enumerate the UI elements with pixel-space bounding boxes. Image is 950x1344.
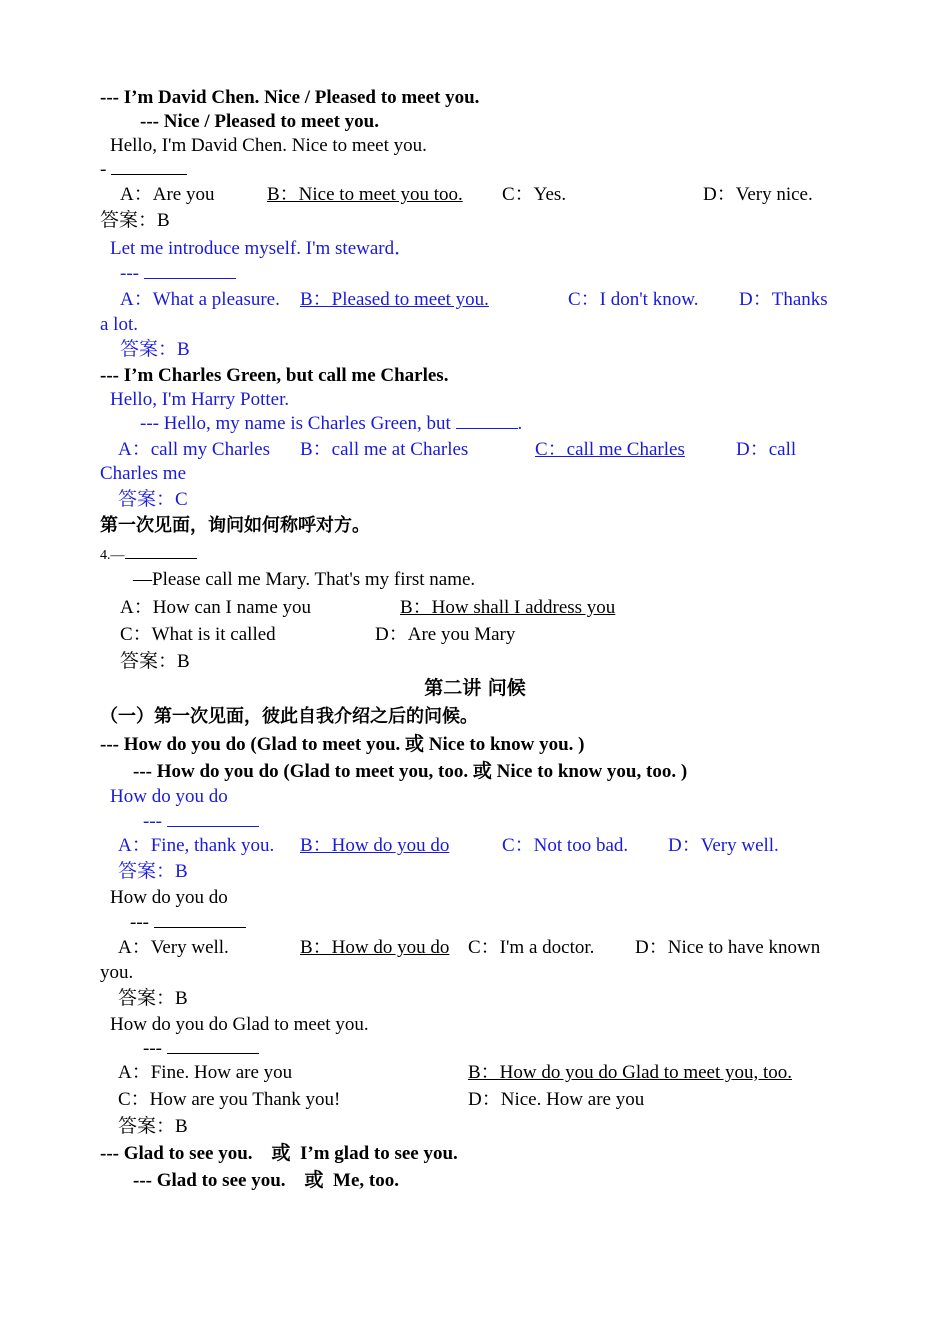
option-d: D：call: [736, 439, 797, 460]
reply-text: --- Hello, my name is Charles Green, but: [140, 413, 451, 434]
question-prompt: How do you do: [110, 887, 228, 908]
lecture-title: 第二讲 问候: [424, 677, 526, 699]
question-number-line: [100, 542, 197, 568]
option-a: A：call my Charles: [118, 439, 270, 460]
dialogue-line: --- Glad to see you. 或 I’m glad to see you.: [100, 1143, 458, 1164]
option-b-correct: B：How shall I address you: [400, 597, 616, 618]
option-c: C：What is it called: [120, 624, 276, 645]
option-d: D：Very nice.: [703, 184, 813, 205]
answer-blank: [111, 158, 187, 175]
option-b-correct: B：How do you do Glad to meet you, too.: [468, 1062, 793, 1083]
question-prompt: Hello, I'm Harry Potter.: [110, 389, 290, 410]
section-heading: 第一次见面，询问如何称呼对方。: [100, 515, 370, 536]
answer-blank-line: [130, 911, 246, 935]
answer-blank: [125, 542, 197, 559]
option-b: B：call me at Charles: [300, 439, 469, 460]
answer-key: 答案：C: [118, 489, 188, 510]
option-c: C：Not too bad.: [502, 835, 629, 856]
reply-end: .: [517, 413, 523, 434]
option-c-correct: C：call me Charles: [535, 439, 685, 460]
option-d-wrap: you.: [100, 962, 134, 983]
answer-key: 答案：B: [118, 988, 188, 1009]
question-prompt: How do you do: [110, 786, 228, 807]
dash: ---: [143, 811, 162, 832]
answer-key: 答案：B: [120, 651, 190, 672]
dialogue-line: --- I’m Charles Green, but call me Charles.: [100, 365, 449, 386]
dash: ---: [143, 1038, 162, 1059]
option-b-correct: B：How do you do: [300, 835, 450, 856]
option-a: A：Are you: [120, 184, 215, 205]
dialogue-line: --- I’m David Chen. Nice / Pleased to meet you.: [100, 87, 480, 108]
option-b-correct: B：How do you do: [300, 937, 450, 958]
option-d: D：Nice. How are you: [468, 1089, 645, 1110]
option-d: D：Thanks: [739, 289, 828, 310]
reply-line: —Please call me Mary. That's my first name.: [133, 569, 476, 590]
answer-blank-line: [120, 262, 236, 286]
option-a: A：Fine. How are you: [118, 1062, 293, 1083]
answer-blank: [456, 412, 518, 429]
answer-key: 答案：B: [100, 210, 170, 231]
option-c: C：I don't know.: [568, 289, 699, 310]
option-b-correct: B：Nice to meet you too.: [267, 184, 463, 205]
answer-blank: [154, 911, 246, 928]
dialogue-line: --- How do you do (Glad to meet you, too. 或 Nice to know you, too. ): [133, 761, 688, 782]
question-number: 4.—: [100, 548, 125, 563]
answer-blank: [167, 1037, 259, 1054]
option-d: D：Very well.: [668, 835, 779, 856]
dash: ---: [130, 912, 149, 933]
option-a: A：What a pleasure.: [120, 289, 280, 310]
answer-blank: [167, 810, 259, 827]
option-c: C：Yes.: [502, 184, 567, 205]
dash: ---: [120, 263, 139, 284]
answer-blank-line: [143, 810, 259, 834]
option-a: A：Fine, thank you.: [118, 835, 275, 856]
answer-key: 答案：B: [120, 339, 190, 360]
question-prompt: Let me introduce myself. I'm steward．: [110, 238, 414, 259]
dialogue-line: --- Nice / Pleased to meet you.: [140, 111, 380, 132]
dash: -: [100, 159, 107, 180]
answer-key: 答案：B: [118, 1116, 188, 1137]
option-b-correct: B：Pleased to meet you.: [300, 289, 489, 310]
option-d: D：Nice to have known: [635, 937, 821, 958]
answer-blank-line: [100, 158, 187, 182]
option-c: C：I'm a doctor.: [468, 937, 595, 958]
option-d-wrap: a lot.: [100, 314, 138, 335]
subsection-heading: （一）第一次见面，彼此自我介绍之后的问候。: [100, 706, 478, 727]
option-c: C：How are you Thank you!: [118, 1089, 341, 1110]
option-d-wrap: Charles me: [100, 463, 187, 484]
dialogue-line: --- How do you do (Glad to meet you. 或 Nice to know you. ): [100, 734, 585, 755]
option-d: D：Are you Mary: [375, 624, 516, 645]
answer-blank-line: [143, 1037, 259, 1061]
dialogue-line: --- Glad to see you. 或 Me, too.: [133, 1170, 399, 1191]
reply-line: [140, 412, 522, 436]
option-a: A：Very well.: [118, 937, 229, 958]
question-prompt: How do you do Glad to meet you.: [110, 1014, 369, 1035]
question-prompt: Hello, I'm David Chen. Nice to meet you.: [110, 135, 427, 156]
option-a: A：How can I name you: [120, 597, 312, 618]
answer-key: 答案：B: [118, 861, 188, 882]
answer-blank: [144, 262, 236, 279]
